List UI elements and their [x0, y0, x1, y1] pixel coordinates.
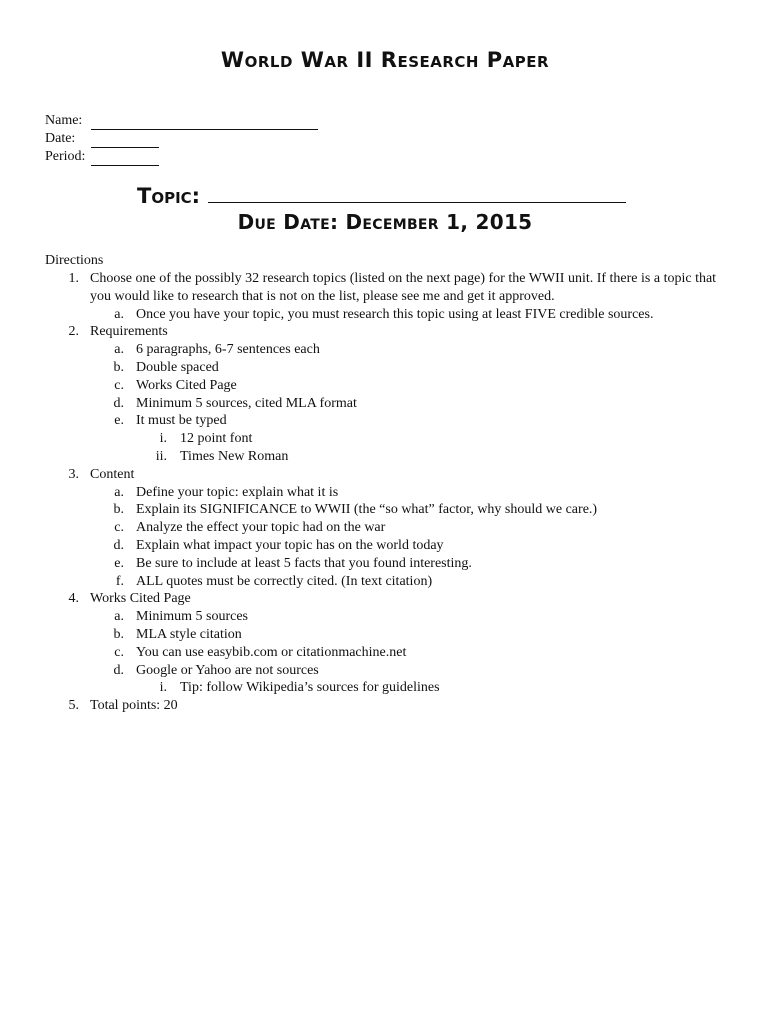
- sub-sub-item-text: Times New Roman: [180, 448, 289, 464]
- sub-item-letter: e.: [114, 555, 124, 571]
- topic-label: Topic:: [137, 184, 201, 208]
- sub-item: [45, 537, 725, 555]
- period-blank[interactable]: [91, 151, 159, 166]
- sub-sub-item: [45, 430, 725, 448]
- item-number: 3.: [68, 466, 79, 482]
- name-label: Name:: [45, 113, 83, 128]
- sub-item: [45, 306, 725, 324]
- sub-item-letter: c.: [114, 644, 124, 660]
- sub-item-letter: b.: [113, 359, 124, 375]
- sub-sub-item: [45, 679, 725, 697]
- sub-sub-item-numeral: i.: [159, 431, 167, 447]
- sub-item-text: Be sure to include at least 5 facts that you found interesting.: [136, 555, 472, 571]
- sub-item: [45, 395, 725, 413]
- list-item: [45, 323, 725, 341]
- sub-item-text: Minimum 5 sources: [136, 609, 248, 625]
- period-label: Period:: [45, 149, 86, 164]
- item-number: 5.: [68, 698, 79, 714]
- sub-sub-item: [45, 448, 725, 466]
- name-field[interactable]: [45, 112, 318, 130]
- sub-item-letter: b.: [113, 502, 124, 518]
- sub-item-letter: b.: [113, 626, 124, 642]
- date-field[interactable]: [45, 130, 318, 148]
- item-text: Content: [90, 466, 135, 482]
- sub-item-letter: e.: [114, 413, 124, 429]
- sub-item-text: Works Cited Page: [136, 377, 237, 393]
- directions-list: [45, 270, 725, 715]
- list-item: [45, 466, 725, 484]
- sub-item-text: MLA style citation: [136, 626, 242, 642]
- item-text: Total points: 20: [90, 698, 178, 714]
- sub-item-text: Double spaced: [136, 359, 219, 375]
- student-info-fields: [45, 112, 318, 166]
- sub-item-text: You can use easybib.com or citationmachine.net: [136, 644, 407, 660]
- due-date: Due Date: December 1, 2015: [237, 210, 533, 234]
- page-title: World War II Research Paper: [220, 48, 550, 72]
- date-label: Date:: [45, 131, 76, 146]
- sub-item: [45, 484, 725, 502]
- sub-item-text: Once you have your topic, you must research this topic using at least FIVE credible sources.: [136, 306, 654, 322]
- sub-item-letter: a.: [114, 306, 124, 322]
- sub-item-letter: a.: [114, 342, 124, 358]
- topic-line: [137, 184, 626, 208]
- sub-item: [45, 573, 725, 591]
- item-number: 2.: [68, 324, 79, 340]
- list-item: [45, 590, 725, 608]
- sub-item: [45, 412, 725, 430]
- sub-sub-item-text: Tip: follow Wikipedia’s sources for guidelines: [180, 680, 440, 696]
- sub-item-letter: c.: [114, 520, 124, 536]
- name-blank[interactable]: [91, 115, 318, 130]
- sub-item: [45, 377, 725, 395]
- sub-item: [45, 359, 725, 377]
- directions-heading: Directions: [45, 253, 104, 268]
- item-text: Choose one of the possibly 32 research topics (listed on the next page) for the WWII unit. If there is a topic that you would like to research that is not on the list, please see me and get it approved.: [90, 271, 717, 304]
- sub-sub-item-numeral: i.: [159, 680, 167, 696]
- sub-item: [45, 501, 725, 519]
- sub-item: [45, 644, 725, 662]
- item-text: Requirements: [90, 324, 168, 340]
- date-blank[interactable]: [91, 133, 159, 148]
- item-text: Works Cited Page: [90, 591, 191, 607]
- sub-sub-item-text: 12 point font: [180, 431, 253, 447]
- sub-item-text: Define your topic: explain what it is: [136, 484, 339, 500]
- sub-item-letter: d.: [113, 395, 124, 411]
- sub-item-letter: d.: [113, 662, 124, 678]
- sub-item: [45, 341, 725, 359]
- sub-sub-item-numeral: ii.: [155, 448, 167, 464]
- sub-item: [45, 662, 725, 680]
- sub-item-letter: a.: [114, 484, 124, 500]
- sub-item: [45, 626, 725, 644]
- sub-item-text: Explain what impact your topic has on the world today: [136, 537, 444, 553]
- sub-item-letter: f.: [115, 573, 124, 589]
- sub-item-letter: d.: [113, 537, 124, 553]
- sub-item-text: Google or Yahoo are not sources: [136, 662, 319, 678]
- list-item: [45, 697, 725, 715]
- sub-item-text: 6 paragraphs, 6-7 sentences each: [136, 342, 320, 358]
- list-item: [45, 270, 725, 306]
- sub-item-text: Analyze the effect your topic had on the war: [136, 520, 386, 536]
- sub-item-text: Minimum 5 sources, cited MLA format: [136, 395, 357, 411]
- sub-item-text: It must be typed: [136, 413, 227, 429]
- period-field[interactable]: [45, 148, 318, 166]
- topic-blank[interactable]: [208, 186, 626, 203]
- sub-item-letter: c.: [114, 377, 124, 393]
- sub-item-letter: a.: [114, 609, 124, 625]
- item-number: 1.: [68, 271, 79, 286]
- sub-item: [45, 519, 725, 537]
- sub-item-text: ALL quotes must be correctly cited. (In text citation): [136, 573, 433, 589]
- sub-item-text: Explain its SIGNIFICANCE to WWII (the “so what” factor, why should we care.): [136, 502, 598, 518]
- item-number: 4.: [68, 591, 79, 607]
- sub-item: [45, 608, 725, 626]
- sub-item: [45, 555, 725, 573]
